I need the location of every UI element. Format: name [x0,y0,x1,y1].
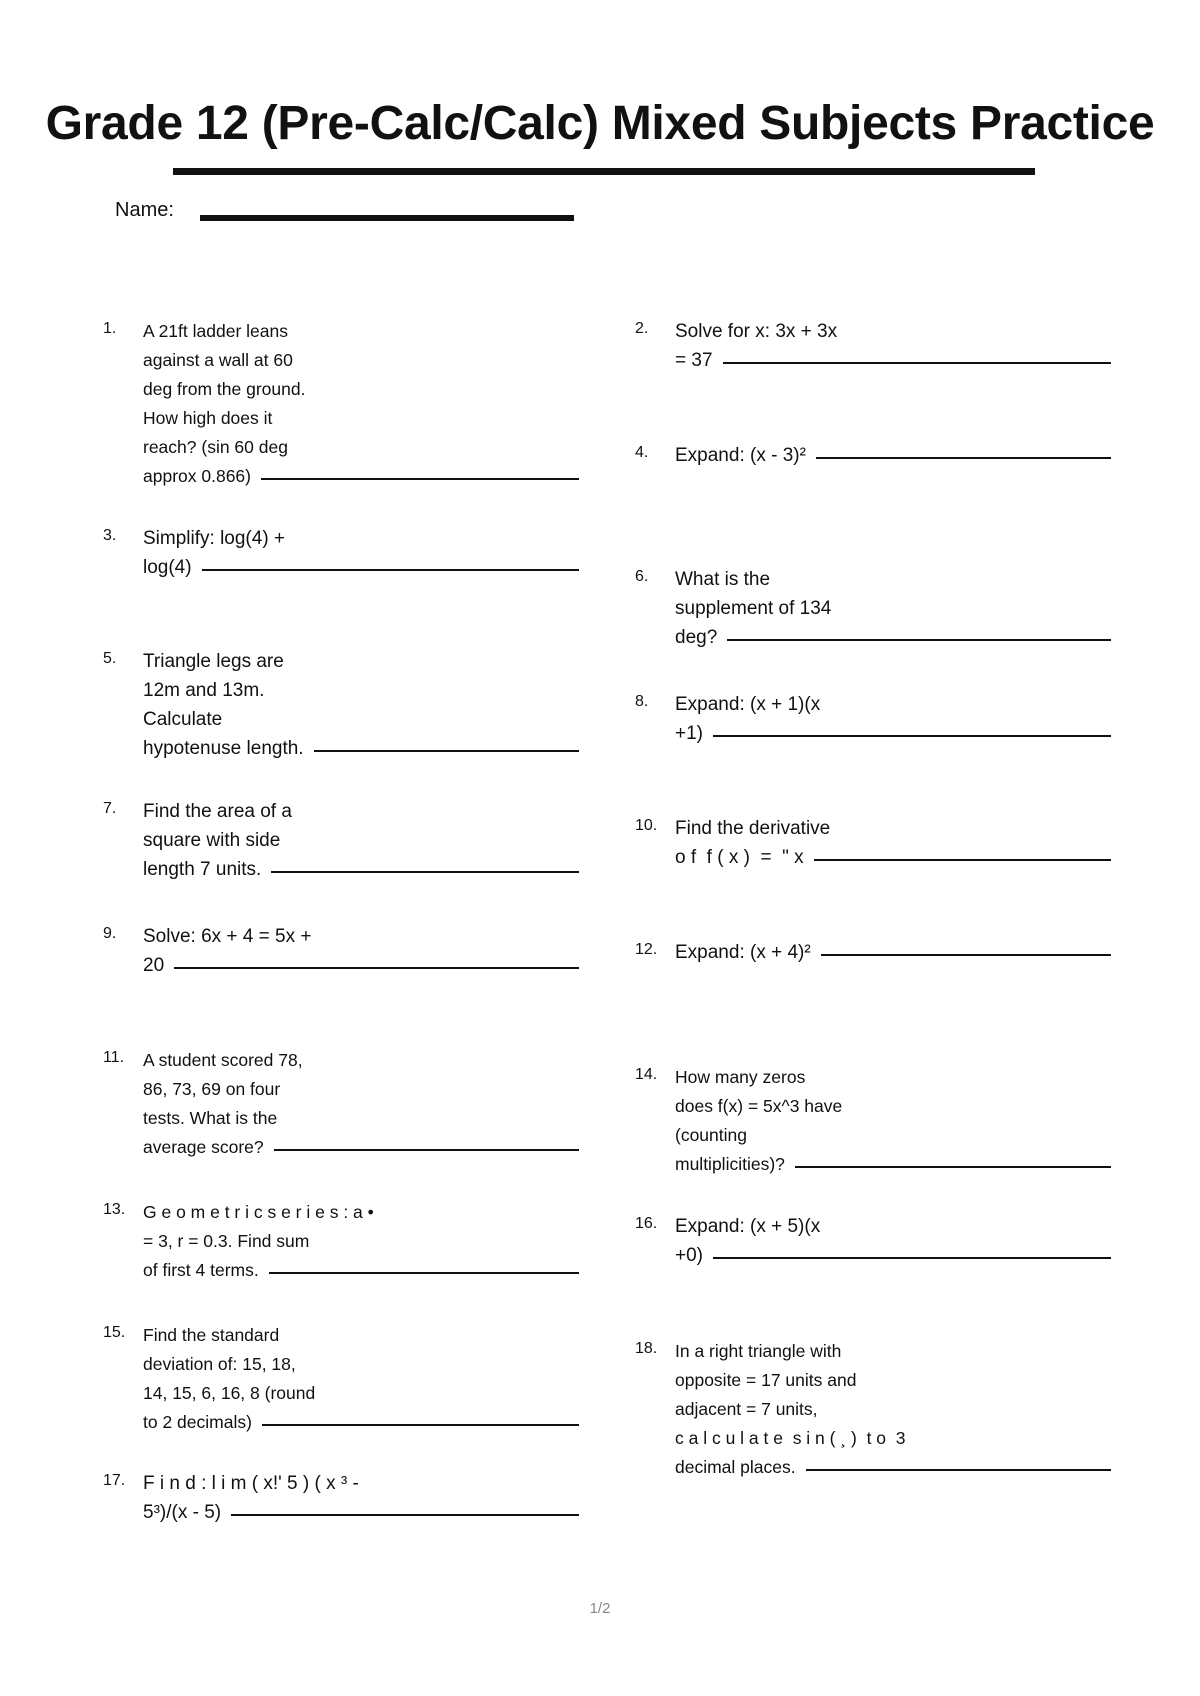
answer-blank[interactable] [202,569,579,571]
question-6 [635,565,1111,652]
question-text-line: log(4) [143,557,192,578]
question-5 [103,647,579,763]
question-text-line: average score? [143,1137,264,1157]
question-number: 15. [103,1324,126,1341]
question-7 [103,797,579,884]
question-text-line: Expand: (x - 3)² [675,445,806,466]
question-text-line: F i n d : l i m ( x!' 5 ) ( x ³ - [143,1473,359,1494]
question-number: 10. [635,817,658,834]
answer-blank[interactable] [713,735,1111,737]
question-text-line: deviation of: 15, 18, [143,1354,296,1374]
question-text-line: A 21ft ladder leans [143,321,288,341]
question-11 [103,1046,579,1162]
question-text-line: of first 4 terms. [143,1260,259,1280]
answer-blank[interactable] [174,967,579,969]
question-10 [635,814,1111,872]
question-text-line: Expand: (x + 1)(x [675,694,821,715]
question-number: 16. [635,1215,658,1232]
answer-blank[interactable] [727,639,1111,641]
page-title: Grade 12 (Pre-Calc/Calc) Mixed Subjects Practice [45,97,1155,150]
question-text-line: Expand: (x + 4)² [675,942,811,963]
question-17 [103,1469,579,1527]
question-text-line: = 3, r = 0.3. Find sum [143,1231,310,1251]
answer-blank[interactable] [314,750,579,752]
question-text-line: o f f ( x ) = " x [675,847,804,868]
question-12 [635,938,1111,967]
question-text-line: Find the standard [143,1325,280,1345]
question-text-line: +0) [675,1245,703,1266]
answer-blank[interactable] [713,1257,1111,1259]
question-text-line: adjacent = 7 units, [675,1399,818,1419]
answer-blank[interactable] [274,1149,579,1151]
question-number: 13. [103,1201,126,1218]
question-text-line: to 2 decimals) [143,1412,252,1432]
answer-blank[interactable] [262,1424,579,1426]
question-number: 3. [103,527,117,544]
question-number: 8. [635,693,649,710]
answer-blank[interactable] [269,1272,579,1274]
answer-blank[interactable] [271,871,579,873]
question-number: 2. [635,320,649,337]
answer-blank[interactable] [816,457,1111,459]
page-number: 1/2 [589,1600,611,1617]
question-text-line: Expand: (x + 5)(x [675,1216,821,1237]
question-text-line: hypotenuse length. [143,738,304,759]
question-text-line: What is the [675,569,771,590]
title-divider [173,168,1035,175]
question-number: 17. [103,1472,126,1489]
question-text-line: A student scored 78, [143,1050,303,1070]
question-text-line: 20 [143,955,165,976]
question-number: 7. [103,800,117,817]
question-text-line: square with side [143,830,281,851]
question-number: 5. [103,650,117,667]
name-label: Name: [115,199,174,221]
question-number: 14. [635,1066,658,1083]
question-text-line: = 37 [675,350,713,371]
question-number: 18. [635,1340,658,1357]
question-text-line: Triangle legs are [143,651,284,672]
question-text-line: deg? [675,627,718,648]
question-text-line: 5³)/(x - 5) [143,1502,222,1523]
question-number: 9. [103,925,117,942]
question-text-line: against a wall at 60 [143,350,293,370]
question-text-line: opposite = 17 units and [675,1370,857,1390]
question-text-line: G e o m e t r i c s e r i e s : a • [143,1202,374,1222]
question-text-line: How high does it [143,408,273,428]
question-number: 6. [635,568,649,585]
answer-blank[interactable] [821,954,1111,956]
question-text-line: length 7 units. [143,859,262,880]
question-8 [635,690,1111,748]
question-text-line: does f(x) = 5x^3 have [675,1096,843,1116]
question-text-line: In a right triangle with [675,1341,842,1361]
question-text-line: supplement of 134 [675,598,832,619]
name-field[interactable] [200,215,574,221]
question-text-line: Find the derivative [675,818,831,839]
answer-blank[interactable] [795,1166,1111,1168]
question-13 [103,1198,579,1285]
question-text-line: reach? (sin 60 deg [143,437,288,457]
question-number: 11. [103,1049,125,1066]
answer-blank[interactable] [806,1469,1111,1471]
question-2 [635,317,1111,375]
question-text-line: 12m and 13m. [143,680,265,701]
question-number: 4. [635,444,649,461]
question-text-line: (counting [675,1125,747,1145]
question-number: 1. [103,320,117,337]
question-text-line: deg from the ground. [143,379,306,399]
answer-blank[interactable] [261,478,579,480]
question-3 [103,524,579,582]
question-16 [635,1212,1111,1270]
question-text-line: Simplify: log(4) + [143,528,286,549]
question-text-line: +1) [675,723,703,744]
question-1 [103,317,579,491]
question-text-line: Calculate [143,709,223,730]
question-14 [635,1063,1111,1179]
question-text-line: multiplicities)? [675,1154,785,1174]
question-text-line: c a l c u l a t e s i n ( ¸ ) t o 3 [675,1428,906,1448]
question-text-line: Find the area of a [143,801,292,822]
question-15 [103,1321,579,1437]
question-4 [635,441,1111,470]
question-text-line: Solve: 6x + 4 = 5x + [143,926,312,947]
question-text-line: How many zeros [675,1067,806,1087]
answer-blank[interactable] [814,859,1111,861]
question-number: 12. [635,941,658,958]
question-9 [103,922,579,980]
question-text-line: 14, 15, 6, 16, 8 (round [143,1383,316,1403]
answer-blank[interactable] [231,1514,579,1516]
question-text-line: tests. What is the [143,1108,278,1128]
answer-blank[interactable] [723,362,1111,364]
question-text-line: Solve for x: 3x + 3x [675,321,838,342]
question-text-line: 86, 73, 69 on four [143,1079,281,1099]
question-text-line: decimal places. [675,1457,796,1477]
question-text-line: approx 0.866) [143,466,251,486]
question-18 [635,1337,1111,1482]
